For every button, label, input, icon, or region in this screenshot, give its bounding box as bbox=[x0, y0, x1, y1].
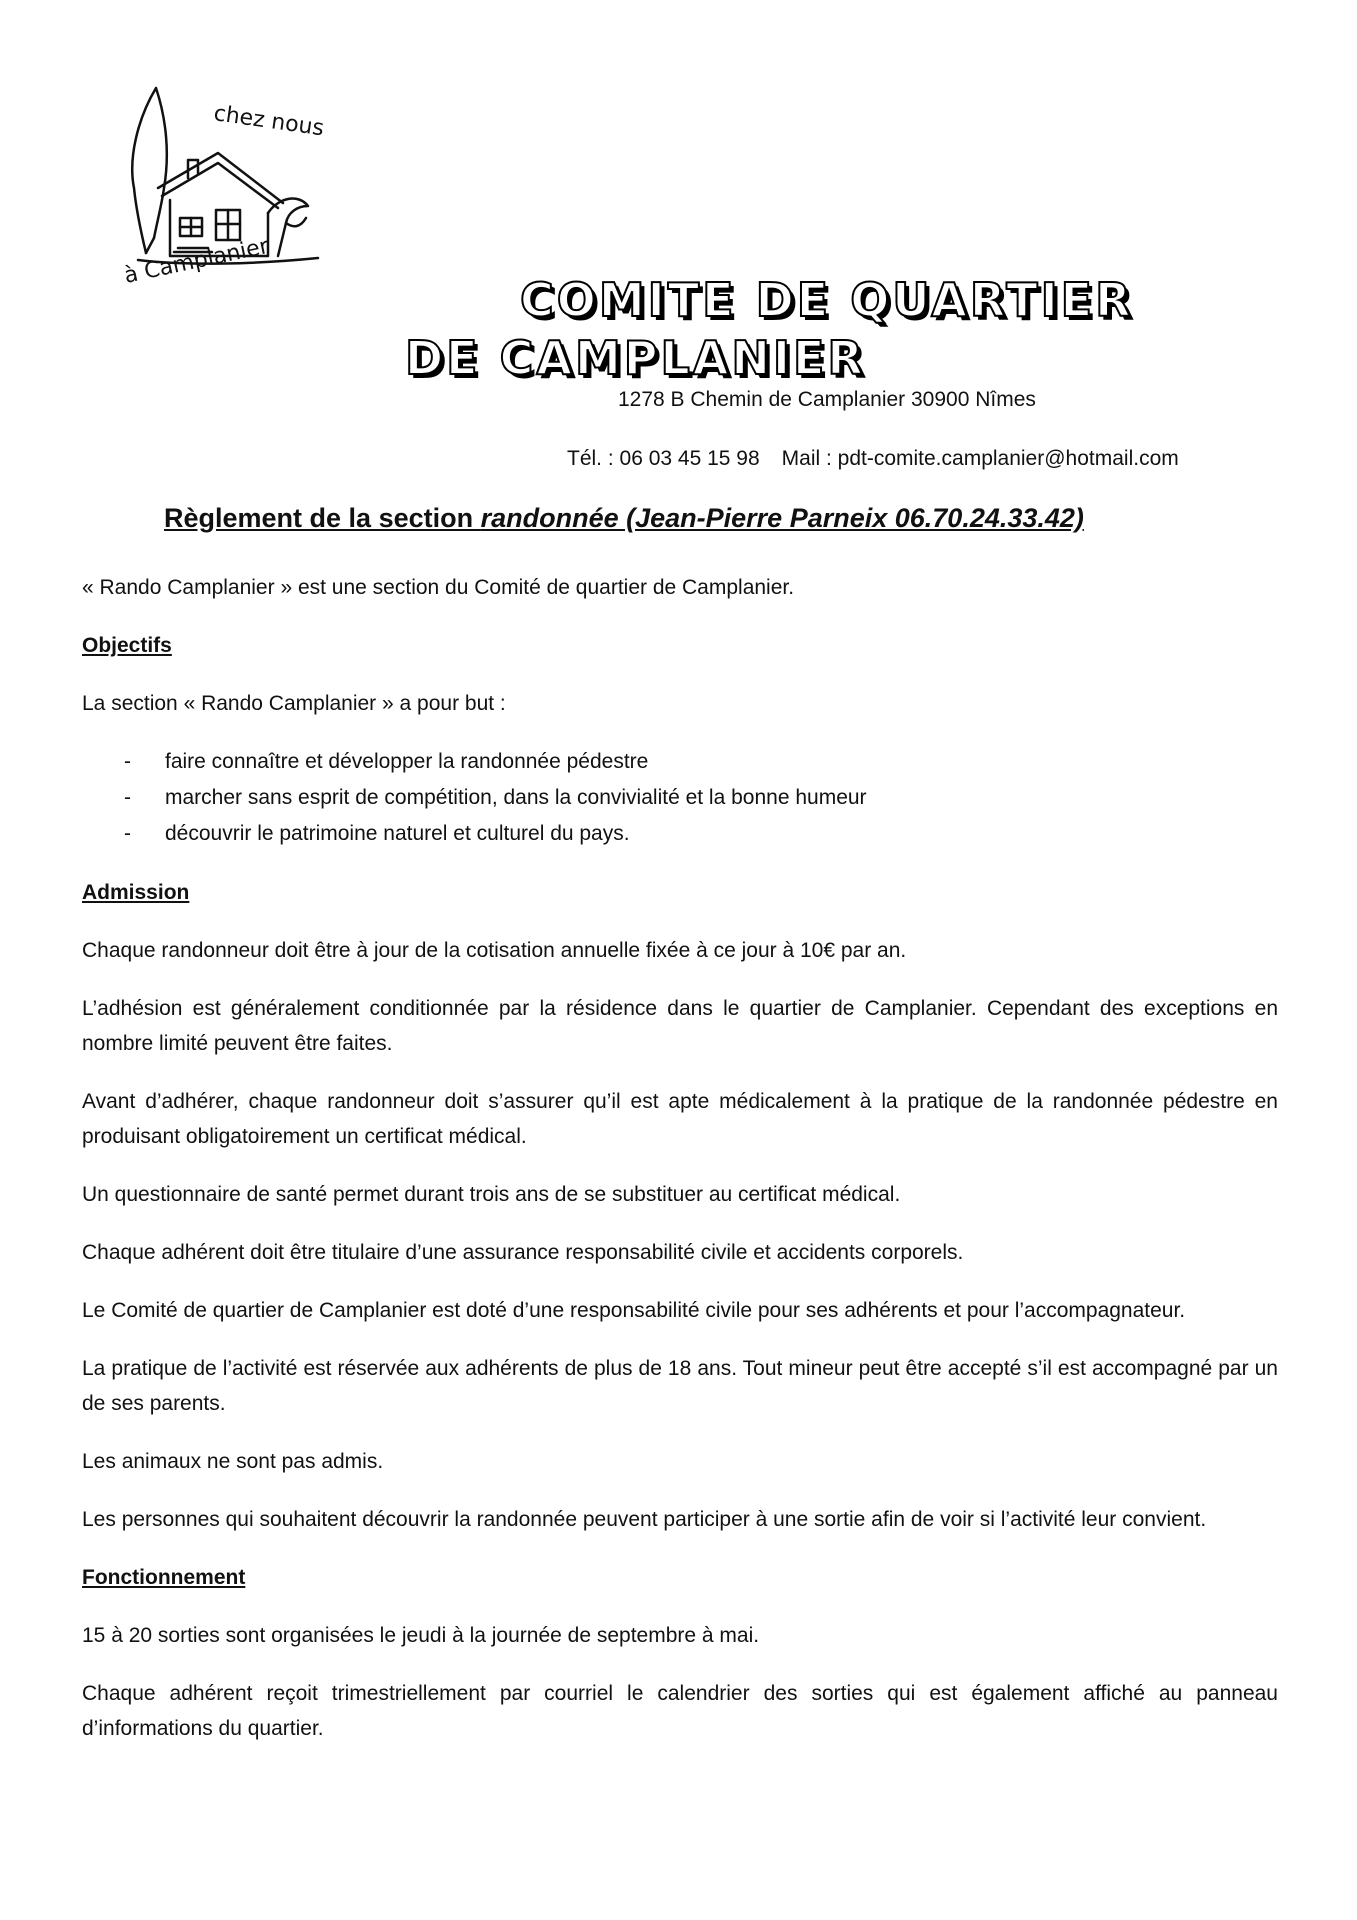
list-item: - découvrir le patrimoine naturel et culturel du pays. bbox=[124, 816, 1278, 852]
address: 1278 B Chemin de Camplanier 30900 Nîmes bbox=[618, 388, 1036, 411]
section-title-fonctionnement: Fonctionnement bbox=[82, 1566, 246, 1589]
objectifs-list bbox=[82, 744, 1278, 852]
heading-italic: randonnée (Jean-Pierre Parneix 06.70.24.33.42) bbox=[480, 503, 1084, 533]
admission-paragraph: L’adhésion est généralement conditionnée par la résidence dans le quartier de Camplanier. Cependant des exceptions en nombre limité peuvent être faites. bbox=[82, 997, 1278, 1055]
fonctionnement-paragraph: 15 à 20 sorties sont organisées le jeudi à la journée de septembre à mai. bbox=[82, 1624, 760, 1647]
admission-paragraph: Avant d’adhérer, chaque randonneur doit s’assurer qu’il est apte médicalement à la pratique de la randonnée pédestre en produisant obligatoirement un certificat médical. bbox=[82, 1090, 1278, 1148]
admission-paragraph: Un questionnaire de santé permet durant trois ans de se substituer au certificat médical. bbox=[82, 1183, 901, 1206]
objectifs-lead: La section « Rando Camplanier » a pour but : bbox=[82, 692, 506, 715]
heading-prefix: Règlement de la section bbox=[164, 503, 481, 533]
logo-top-text: chez nous bbox=[212, 101, 326, 142]
chez-nous-camplanier-logo bbox=[118, 78, 348, 308]
list-item: - marcher sans esprit de compétition, dans la convivialité et la bonne humeur bbox=[124, 780, 1278, 816]
email: Mail : pdt-comite.camplanier@hotmail.com bbox=[781, 447, 1179, 470]
contact-line bbox=[567, 447, 1179, 471]
document-heading bbox=[164, 503, 1084, 534]
phone: Tél. : 06 03 45 15 98 bbox=[567, 447, 760, 470]
logo-bottom-text: à Camplanier bbox=[122, 233, 271, 289]
admission-paragraph: Les personnes qui souhaitent découvrir la randonnée peuvent participer à une sortie afin de voir si l’activité leur convient. bbox=[82, 1508, 1207, 1531]
intro-paragraph: « Rando Camplanier » est une section du Comité de quartier de Camplanier. bbox=[82, 576, 795, 599]
document-body bbox=[82, 570, 1278, 1769]
section-title-admission: Admission bbox=[82, 881, 190, 904]
admission-paragraph: La pratique de l’activité est réservée aux adhérents de plus de 18 ans. Tout mineur peut être accepté s’il est accompagné par un de ses parents. bbox=[82, 1357, 1278, 1415]
committee-title-line-1: COMITE DE QUARTIER bbox=[520, 273, 1134, 327]
fonctionnement-paragraph: Chaque adhérent reçoit trimestriellement par courriel le calendrier des sorties qui est également affiché au panneau d’informations du quartier. bbox=[82, 1682, 1278, 1740]
admission-paragraph: Les animaux ne sont pas admis. bbox=[82, 1450, 384, 1473]
admission-paragraph: Le Comité de quartier de Camplanier est doté d’une responsabilité civile pour ses adhérents et pour l’accompagnateur. bbox=[82, 1299, 1186, 1322]
admission-paragraph: Chaque adhérent doit être titulaire d’une assurance responsabilité civile et accidents corporels. bbox=[82, 1241, 964, 1264]
admission-paragraph: Chaque randonneur doit être à jour de la cotisation annuelle fixée à ce jour à 10€ par an. bbox=[82, 939, 907, 962]
committee-title-line-2: DE CAMPLANIER bbox=[405, 331, 866, 385]
section-title-objectifs: Objectifs bbox=[82, 634, 172, 657]
list-item: - faire connaître et développer la randonnée pédestre bbox=[124, 744, 1278, 780]
